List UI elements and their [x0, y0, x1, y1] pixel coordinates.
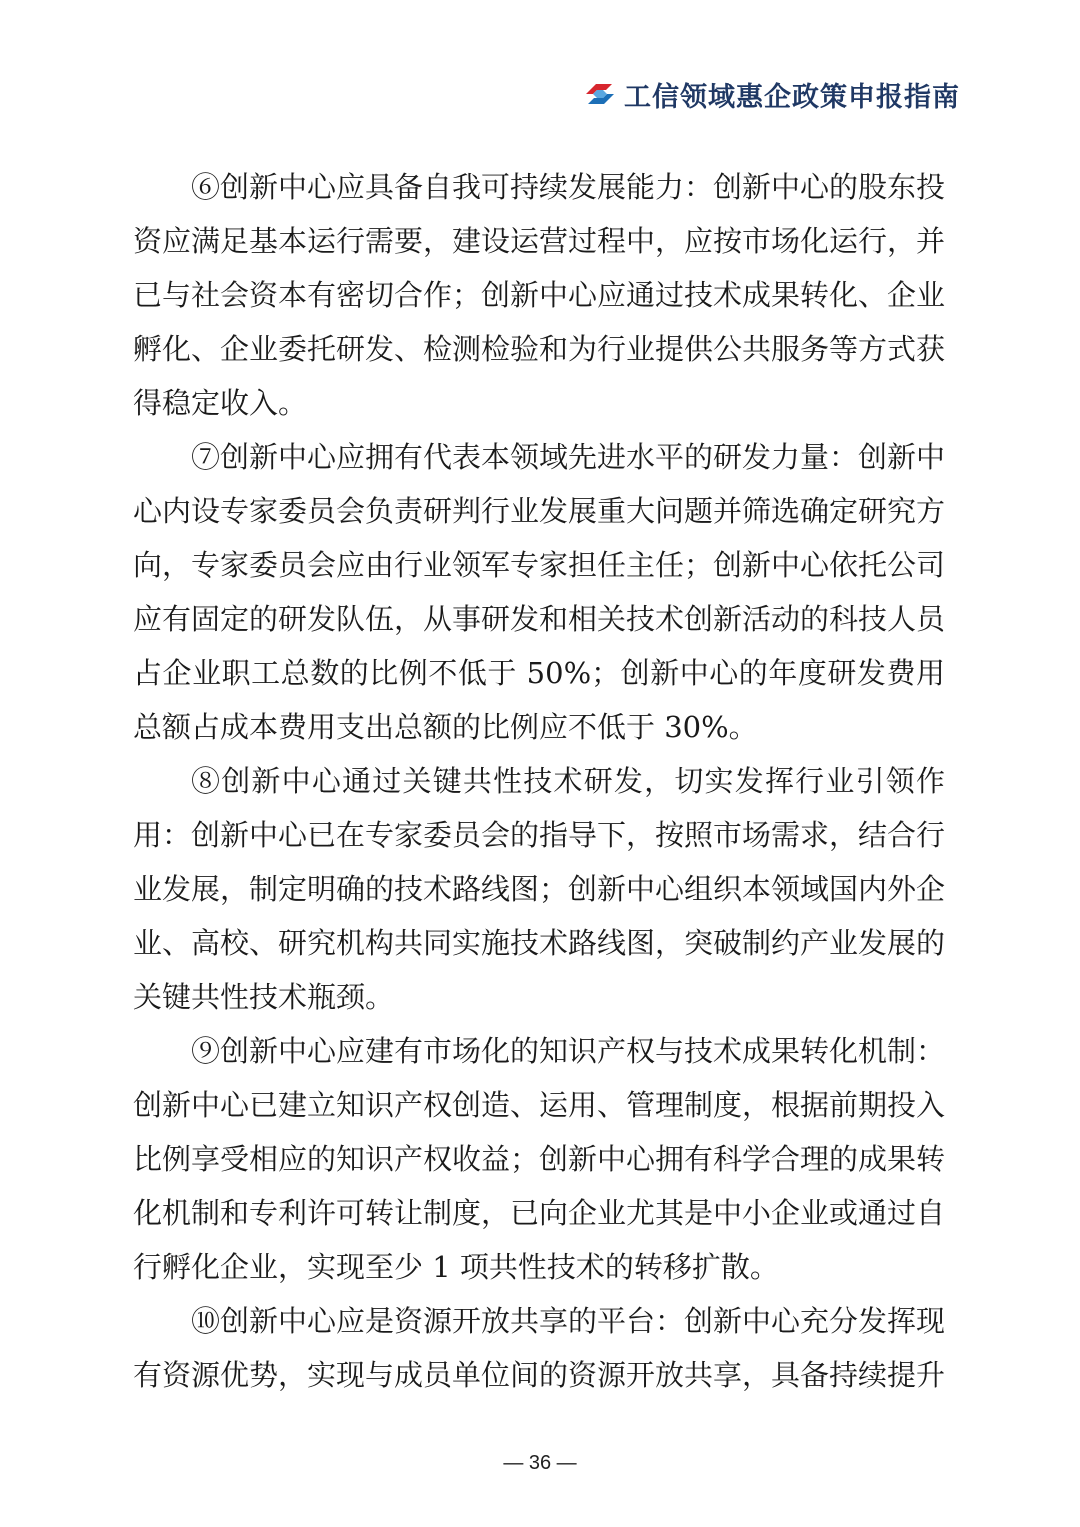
logo-icon [582, 77, 618, 111]
page-number: — 36 — [503, 1452, 577, 1474]
paragraph-10: ⑩创新中心应是资源开放共享的平台：创新中心充分发挥现有资源优势，实现与成员单位间的资源开放共享，具备持续提升 [133, 1304, 946, 1392]
paragraph-9: ⑨创新中心应建有市场化的知识产权与技术成果转化机制：创新中心已建立知识产权创造、运用、管理制度，根据前期投入比例享受相应的知识产权收益；创新中心拥有科学合理的成果转化机制和专利许可转让制度，已向企业尤其是中小企业或通过自行孵化企业，实现至少 1 项共性技术的转移扩散。 [133, 1034, 946, 1284]
paragraph-8: ⑧创新中心通过关键共性技术研发，切实发挥行业引领作用：创新中心已在专家委员会的指导下，按照市场需求，结合行业发展，制定明确的技术路线图；创新中心组织本领域国内外企业、高校、研究机构共同实施技术路线图，突破制约产业发展的关键共性技术瓶颈。 [133, 764, 946, 1014]
paragraph-7: ⑦创新中心应拥有代表本领域先进水平的研发力量：创新中心内设专家委员会负责研判行业发展重大问题并筛选确定研究方向，专家委员会应由行业领军专家担任主任；创新中心依托公司应有固定的研发队伍，从事研发和相关技术创新活动的科技人员占企业职工总数的比例不低于 50%；创新中心的年度研发费用总额占成本费用支出总额的比例应不低于 30%。 [133, 440, 946, 744]
page-header [582, 72, 960, 116]
header-title: 工信领域惠企政策申报指南 [624, 81, 960, 113]
body-text [133, 160, 945, 1402]
paragraph-6: ⑥创新中心应具备自我可持续发展能力：创新中心的股东投资应满足基本运行需要，建设运营过程中，应按市场化运行，并已与社会资本有密切合作；创新中心应通过技术成果转化、企业孵化、企业委托研发、检测检验和为行业提供公共服务等方式获得稳定收入。 [133, 170, 946, 420]
